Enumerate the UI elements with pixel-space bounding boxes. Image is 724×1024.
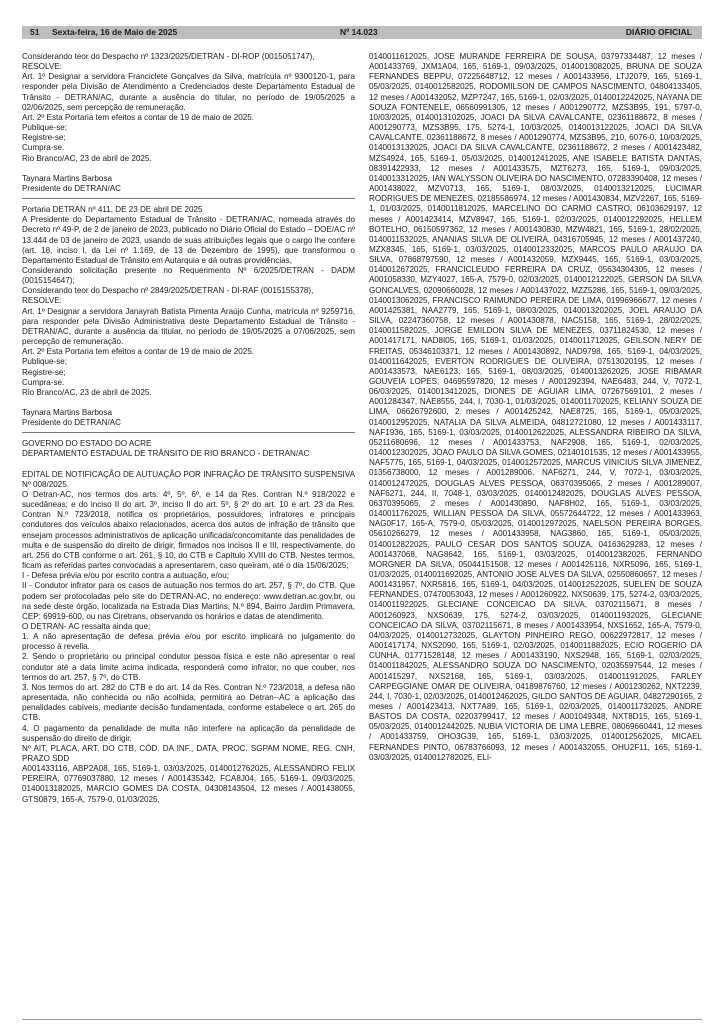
text-line: Cumpra-se. xyxy=(22,377,65,387)
text-line: Publique-se; xyxy=(22,123,67,133)
right-column xyxy=(369,52,702,1022)
text-line: RESOLVE: xyxy=(22,296,62,306)
text-line: 3. Nos termos do art. 282 do CTB e do art. 14 da Res. Contran N.º 723/2018, a defesa não apresentada, não conhecida ou não acolhida, permitirá ao Detran--AC a aplicação das penalidades cabíveis, mediante decisão fundamentada, conforme estabelece o art. 265 do CTB. xyxy=(22,682,355,723)
signatory-title: Presidente do DETRAN/AC xyxy=(22,183,121,193)
text-line: A Presidente do Departamento Estadual de Trânsito - DETRAN/AC, nomeada através do Decreto nº 49-P, de 2 de janeiro de 2023, publicado no Diário Oficial do Estado – DOE/AC nº 13.444 de 03 de janeiro de 2023, usando de suas atribuições legais que o cargo lhe confere (art. 18, inciso I, da Lei nº 1.169, de 13 de Dezembro de 1995), que transformou o Departamento Estadual de Trânsito em Autarquia e dá outras providências, xyxy=(22,215,355,265)
notice-list: 0140011612025, JOSE MURANDE FERREIRA DE SOUSA, 03797334487, 12 meses / A001433769, JXM1A04, 165, 5169-1, 09/03/2025, 0140013082025, BRUNA DE SOUZA FERNANDES BEPPU, 07225648712, 12 meses / A001433956, LTJ2079, 165, 5169-1, 05/03/2025, 0140012582025, RODOMILSON DE CAMPOS NASCIMENTO, 04804133405, 12 meses / A001432052, MZP7247, 165, 5169-1, 02/03/2025, 0140012242025, NAYANA DE SOUZA FONTENELE, 06560991305, 12 meses / A001290772, MZS3B95, 191, 5797-0, 10/03/2025, 0140013102025, JOACI DA SILVA CAVALCANTE, 02361188672, 8 meses / A001290773, MZS3B95, 175, 5274-1, 10/03/2025, 0140013122025, JOACI DA SILVA CAVALCANTE, 02361188672, 8 meses / A001290774, MZS3B95, 210, 6076-0, 10/03/2025, 0140013132025, JOACI DA SILVA CAVALCANTE, 02361188672, 2 meses / A001423482, MZS4924, 165, 5169-1, 05/03/2025, 0140012412025, ANE ISABELE BATISTA DANTAS, 08391422933, 12 meses / A001433575, MZT6273, 165, 5169-1, 09/03/2025, 0140013312025, IAN WALYSSON OLIVEIRA DO NASCIMENTO, 07283390408, 12 meses / A001438022, MZV0713, 165, 5169-1, 08/03/2025, 0140013212025, LUCIMAR RODRIGUES DE MENEZES, 02185586974, 12 meses / A001430834, MZV2267, 165, 5169-1, 01/03/2025, 0140011812025, MARCELINO DO CARMO CASTRO, 06103629197, 12 meses / A001423414, MZV8947, 165, 5169-1, 02/03/2025, 0140012292025, HELLEM BOTELHO, 06150597362, 12 meses / A001430830, MZW4821, 165, 5169-1, 28/02/2025, 0140011532025, ANANIAS SILVA DE OLIVEIRA, 04316705945, 12 meses / A001437240, MZX8345, 165, 5169-1, 03/03/2025, 0140012332025, MARCOS PAULO ARAUJO DA SILVA, 07868797590, 12 meses / A001432059, MZX9445, 165, 5169-1, 03/03/2025, 0140012672025, FRANCICLEUDO FERREIRA DA CRUZ, 05634304305, 12 meses / A001058330, MZY4027, 165-A, 7579-0, 02/03/2025, 0140012122025, GERSON DA SILVA GONCALVES, 02090660028, 12 meses / A001437022, MZZ5286, 165, 5169-1, 09/03/2025, 0140013062025, FRANCISCO RAIMUNDO PEREIRA DE LIMA, 01996966677, 12 meses / A001425381, NAA2779, 165, 5169-1, 08/03/2025, 0140013202025, JOEL ARAUJO DA SILVA, 02247360758, 12 meses / A001430878, NAC5158, 165, 5169-1, 28/02/2025, 0140011582025, JORGE EMILDON SILVA DE MENEZES, 03711824530, 12 meses / A001417171, NAD8I05, 165, 5169-1, 01/03/2025, 0140011712025, GEILSON NERY DE FREITAS, 05346103371, 12 meses / A001430892, NAD9798, 165, 5169-1, 04/03/2025, 0140011642025, EVERTON RODRIGUES DE OLIVEIRA, 07513020195, 12 meses / A001433573, NAE6123, 165, 5169-1, 08/03/2025, 0140013262025, JOSE RIBAMAR GOUVEIA LOPES, 04695597820, 12 meses / A001292394, NAE6483, 244, V, 7072-1, 06/03/2025, 0140013412025, DIONES DE AGUIAR LIMA, 07267569101, 2 meses / A001284347, NAE8555, 244, I, 7030-1, 01/03/2025, 0140011702025, KELIANY SOUZA DE LIMA, 06626792600, 2 meses / A001425242, NAE8725, 165, 5169-1, 05/03/2025, 0140012952025, NATALIA DA SILVA ALMEIDA, 04812721080, 12 meses / A001433117, NAF1936, 165, 5169-1, 03/03/2025, 0140012622025, ALESSANDRA RIBEIRO DA SILVA, 05211680696, 12 meses / A001433753, NAF2908, 165, 5169-1, 02/03/2025, 0140012302025, JOAO PAULO DA SILVA GOMES, 02140101535, 12 meses / A001433955, NAF5775, 165, 5169-1, 04/03/2025, 0140012572025, MARCUS VINICIUS SILVA JIMENEZ, 01356738000, 12 meses / A001289006, NAF6271, 244, V, 7072-1, 03/03/2025, 0140012472025, DOUGLAS ALVES PESSOA, 06370395065, 2 meses / A001289007, NAF6271, 244, II, 7048-1, 03/03/2025, 0140012482025, DOUGLAS ALVES PESSOA, 06370395065, 2 meses / A001430890, NAF8H02, 165, 5169-1, 03/03/2025, 0140011762025, WILLIAN PESSOA DA SILVA, 05572644722, 12 meses / A001433963, NAG0F17, 165-A, 7579-0, 05/03/2025, 0140012972025, NAELSON PEREIRA BORGES, 05610266279, 12 meses / A001433958, NAG3860, 165, 5169-1, 05/03/2025, 0140012822025, PAULO CESAR DOS SANTOS SOUZA, 04163629283, 12 meses / A001437068, NAG8642, 165, 5169-1, 03/03/2025, 0140012382025, FERNANDO MORGNER DA SILVA, 05044151508, 12 meses / A001425116, NXR5096, 165, 5169-1, 01/03/2025, 0140011692025, ANTONIO JOSE ALVES DA SILVA, 02550860657, 12 meses / A001431957, NXR5816, 165, 5169-1, 04/03/2025, 0140012522025, SUELEN DE SOUZA FERNANDES, 07470053043, 12 meses / A001260922, NXS0639, 175, 5274-2, 03/03/2025, 0140011922025, GLECIANE CONCEICAO DA SILVA, 03702115671, 8 meses / A001260923, NXS0639, 175, 5274-2, 03/03/2025, 0140011932025, GLECIANE CONCEICAO DA SILVA, 03702115671, 8 meses / A001433954, NXS1652, 165-A, 7579-0, 04/03/2025, 0140012732025, GLAYTON PINHEIRO REGO, 00622972817, 12 meses / A001417174, NXS2090, 165, 5169-1, 02/03/2025, 0140011882025, ECIO ROGERIO DA CUNHA, 01771528148, 12 meses / A001433190, NXS2948, 165, 5169-1, 02/03/2025, 0140011842025, ALESSANDRO SOUZA DO NASCIMENTO, 02035597544, 12 meses / A001415297, NXS2168, 165, 5169-1, 03/03/2025, 0140011912025, FARLEY CARPEGGIANE OMAR DE OLIVEIRA, 04189876760, 12 meses / A001230262, NXT2239, 244, I, 7030-1, 02/03/2025, 0140012462025, GILDO SANTOS DE AGUIAR, 04827290165, 2 meses / A001423413, NXT7A89, 165, 5169-1, 02/03/2025, 0140011732025, ANDRE BASTOS DA COSTA, 02203799417, 12 meses / A001049348, NXT8D15, 165, 5169-1, 05/03/2025, 0140012442025, NUBIA VICTORIA DE LIMA LEBRE, 08069660441, 12 meses / A001433759, OHO3G39, 165, 5169-1, 03/03/2025, 0140012562025, MICAEL FERNANDES PINTO, 06783766093, 12 meses / A001432055, OHU2F11, 165, 5169-1, 03/03/2025, 0140012782025, ELI- xyxy=(369,52,702,762)
text-line: Considerando solicitação presente no Requerimento Nº 6/2025/DETRAN - DADM (0015154647); xyxy=(22,265,355,286)
text-line: Considerando teor do Despacho nº 2849/2025/DETRAN - DI-RAF (0015155378), xyxy=(22,286,314,296)
text-line: Art. 2º Esta Portaria tem efeitos a contar de 19 de maio de 2025. xyxy=(22,347,254,357)
text-line: 1. A não apresentação de defesa prévia e/ou por escrito implicará no julgamento do processo à revelia. xyxy=(22,632,355,652)
footer-rule xyxy=(22,1019,702,1020)
table-header: Nº AIT, PLACA, ART. DO CTB, CÓD. DA INF., DATA, PROC. SGPAM NOME, REG. CNH, PRAZO SDD xyxy=(22,743,355,763)
text-line: II - Condutor infrator para os casos de autuação nos termos do art. 257, § 7º, do CTB. Que podem ser protocoladas pelo site do DETRAN-AC, no endereço: www.detran.ac.gov.br, ou na sede deste órgão, localizada na Estrada Dias Martins, N.º 894, Bairro Jardim Primavera, CEP: 69919-600, ou nas Ciretrans, observando os horários e datas de atendimento. xyxy=(22,581,355,621)
text-line: Registre-se; xyxy=(22,133,66,143)
text-line: Art. 1º Designar a servidora Janayrah Batista Pimenta Araújo Cunha, matrícula nº 9259716, para responder pela Divisão Administrativa deste Departamento Estadual de Trânsito - DETRAN/AC, durante a ausência da titular, no período de 19/05/2025 a 07/06/2025, sem percepção de remuneração. xyxy=(22,306,355,347)
portaria-title: Portaria DETRAN nº 411, DE 23 DE abril DE 2025 xyxy=(22,205,203,215)
section-divider xyxy=(22,198,355,199)
signatory-name: Taynara Martins Barbosa xyxy=(22,408,112,417)
header-date: Sexta-feira, 16 de Maio de 2025 xyxy=(52,27,178,37)
text-line: 4. O pagamento da penalidade de multa não interfere na aplicação da penalidade de suspensão do direito de dirigir. xyxy=(22,723,355,743)
department-heading: DEPARTAMENTO ESTADUAL DE TRÂNSITO DE RIO BRANCO - DETRAN/AC xyxy=(22,449,310,459)
signatory-title: Presidente do DETRAN/AC xyxy=(22,418,121,428)
government-heading: GOVERNO DO ESTADO DO ACRE xyxy=(22,439,152,449)
issue-number: Nº 14.023 xyxy=(340,27,378,37)
text-line: Art. 2º Esta Portaria tem efeitos a contar de 19 de maio de 2025. xyxy=(22,112,254,122)
text-line: O Detran-AC, nos termos dos arts. 4º, 5º, 6º, e 14 da Res. Contran N.º 918/2022 e sucedâneas; e do inciso II do art. 3º, inciso II do art. 5º, § 2º do art. 10 e art. 23 da Res. Contran N.º 723/2018, notifica os proprietários, possuidores, infratores e principais condutores dos veículos abaixo relacionados, acerca dos autos de infração de trânsito que ensejam processos administrativos de aplicação unificada/concomitante das penalidades de multa e de suspensão do direito de dirigir, firmados nos incisos II e III, respectivamente, do art. 256 do CTB conforme o art. 261, § 10, do CTB e Capítulo XVIII do CTB. Nestes termos, ficam as referidas partes convocadas a apresentarem, caso queiram, até o dia 15/06/2025; xyxy=(22,489,355,571)
edital-title: EDITAL DE NOTIFICAÇÃO DE AUTUAÇÃO POR INFRAÇÃO DE TRÂNSITO SUSPENSIVA Nº 008/2025. xyxy=(22,469,355,489)
text-line: Cumpra-se. xyxy=(22,143,65,153)
left-column xyxy=(22,52,355,1022)
page-header-bar xyxy=(22,26,702,39)
text-line: 2. Sendo o proprietário ou principal condutor pessoa física e este não apresentar o real condutor até a data limite acima indicada, responderá como infrator, no que couber, nos termos do art. 257, § 7º, do CTB. xyxy=(22,652,355,682)
text-line: Art. 1º Designar a servidora Franciclete Gonçalves da Silva, matrícula nº 9300120-1, para responder pela Divisão de Atendimento a Credenciados deste Departamento Estadual de Trânsito - DETRAN/AC, durante a ausência do titular, no período de 19/05/2025 a 02/06/2025, sem percepção de remuneração. xyxy=(22,72,355,112)
text-line: O DETRAN- AC ressalta ainda que; xyxy=(22,621,151,631)
signatory-name: Taynara Martins Barbosa xyxy=(22,173,112,183)
page-number: 51 xyxy=(30,27,40,37)
text-line: Registre-se; xyxy=(22,367,66,377)
text-line: Rio Branco/AC, 23 de abril de 2025. xyxy=(22,153,152,163)
text-line: Considerando teor do Despacho nº 1323/2025/DETRAN - DI-ROP (0015051747), xyxy=(22,52,315,61)
section-divider xyxy=(22,432,355,433)
notice-list: A001433116, ABP2A08, 165, 5169-1, 03/03/2025, 0140012762025, ALESSANDRO FELIX PEREIRA, 07769037880, 12 meses / A001435342, FCA8J04, 165, 5169-1, 09/03/2025, 0140013182025, MARCIO GOMES DA COSTA, 04308143504, 12 meses / A001438055, GTS0879, 165-A, 7579-0, 01/03/2025, xyxy=(22,764,355,804)
text-line: Publique-se; xyxy=(22,357,67,367)
text-line: Rio Branco/AC, 23 de abril de 2025. xyxy=(22,387,152,397)
publication-name: DIÁRIO OFICIAL xyxy=(625,27,692,37)
text-line: I - Defesa prévia e/ou por escrito contra a autuação, e/ou; xyxy=(22,571,229,581)
text-line: RESOLVE: xyxy=(22,62,62,72)
